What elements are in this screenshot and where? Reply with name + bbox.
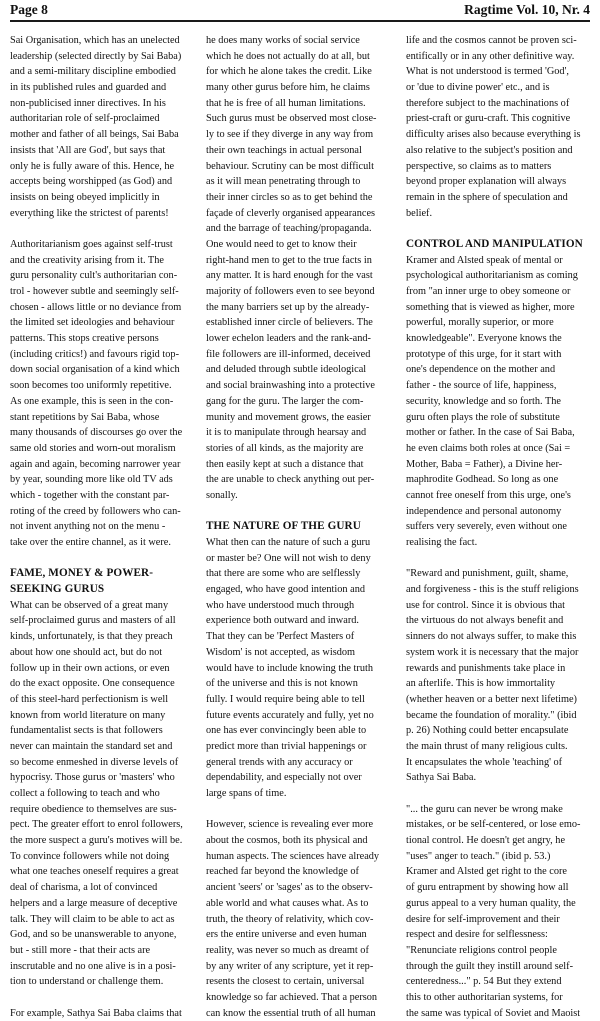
paragraph-spacer [10,221,197,237]
paragraph-spacer [406,786,593,802]
text-line: As one example, this is seen in the con- [10,395,174,407]
text-line: human aspects. The sciences have already [206,850,380,862]
text-line: remain in the sphere of speculation and [406,191,568,203]
page-header [10,2,590,22]
text-line: leadership (selected directly by Sai Baba) [10,50,182,62]
text-line: through the guilt they instill around self- [406,960,574,972]
paragraph [406,566,593,786]
text-line: and a semi-military discipline embodied [10,66,176,78]
text-line: became the foundation of morality." (ibid [406,709,577,721]
text-line: deal of charisma, a lot of convinced [10,882,158,894]
text-line: file followers are ill-informed, deceived [206,348,371,360]
text-line: any matter. It is hard enough for the vast [206,270,373,282]
paragraph-spacer [10,551,197,567]
text-line: which he does not actually do at all, but [206,50,370,62]
text-line: many thousands of discourses go over the [10,427,183,439]
text-line: "... the guru can never be wrong make [406,803,563,815]
text-line: gang for the guru. The larger the com- [206,395,364,407]
text-line: realising the fact. [406,537,478,548]
text-line: stories of all kinds, as the majority are [206,442,364,454]
text-line: therefore subject to the machinations of [406,97,570,109]
text-line: it is to manipulate through hearsay and [206,427,367,439]
text-line: trol - however subtle and seemingly self- [10,286,179,297]
text-line: behaviour. Scrutiny can be most difficult [206,160,374,172]
text-line: (whether heaven or a better next lifetime) [406,693,577,705]
text-line: For example, Sathya Sai Baba claims that [10,1007,182,1019]
text-line: the virtuous do not always benefit and [406,615,564,627]
text-line: who have understood much through [206,599,355,611]
text-line: ancient 'seers' or 'sages' as to the observ- [206,882,373,894]
text-line: that he is free of all human limitations. [206,97,366,109]
text-line: he even claims both roles at once (Sai = [406,442,571,454]
paragraph [406,253,593,551]
text-line: beyond proper explanation will always [406,176,567,188]
text-line: large spans of time. [206,788,287,799]
text-line: pect. The greater effort to enrol followers, [10,819,183,831]
text-line: Mother, Baba = Father), a Divine her- [406,458,563,470]
text-line: the more suspect a guru's motives will be. [10,835,183,847]
text-line: predict more than trivial happenings or [206,740,367,752]
text-line: ly to see if they diverge in any way from [206,129,374,141]
text-line: tional control. He doesn't get angry, he [406,835,566,847]
text-line: helpers and a large measure of deceptive [10,897,178,909]
paragraph [10,33,197,221]
text-line: centeredness..." p. 54 But they extend [406,976,562,988]
text-line: "uses" anger to teach." (ibid p. 53.) [406,850,551,862]
text-line: one's dependence on the mother and [406,364,556,376]
text-line: truth, the theory of relativity, which cov- [206,913,374,925]
text-line: knowledge so far achieved. That a person [206,991,378,1003]
text-line: insists on being obeyed implicitly in [10,191,160,203]
text-line: Kramer and Alsted get right to the core [406,866,567,878]
text-line: God, and so be unanswerable to anyone, [10,929,177,941]
text-line: Sai Organisation, which has an unelected [10,35,180,46]
text-line: suffers very severely, even without one [406,521,567,533]
text-line: which - together with the constant par- [10,489,170,501]
text-line: It encapsulates the whole 'teaching' of [406,756,563,768]
paragraph [206,33,393,504]
paragraph-spacer [406,551,593,567]
text-line: experience both outward and inward. [206,615,359,627]
text-line: authoritarian role of self-proclaimed [10,113,160,125]
text-line: this to other authoritarian systems, for [406,991,563,1003]
text-line: and forgiveness - this is the stuff religions [406,584,579,596]
text-line: father - the source of life, happiness, [406,380,557,392]
paragraph [10,598,197,990]
text-line: fully. I would require being able to tell [206,693,365,705]
text-line: he does many works of social service [206,35,360,46]
text-line: powerful, morally superior, or more [406,317,554,329]
text-line: respect and desire for selflessness: [406,929,548,941]
paragraph [406,33,593,221]
text-line: the same was typical of Soviet and Maoist [406,1007,581,1019]
text-line: knowledgeable". Everyone knows the [406,333,562,345]
text-line: for which he alone takes the credit. Like [206,66,372,78]
text-line: by any writer of any scripture, yet it rep- [206,960,374,972]
text-line: patterns. This stops creative persons [10,333,159,345]
text-line: require obedience to themselves are sus- [10,803,177,815]
text-line: entifically or in any other definitive way. [406,50,575,62]
text-line: maphrodite Godhead. So long as one [406,474,559,486]
text-line: resents the closest to certain, universal [206,976,365,988]
text-line: sinners do not always suffer, to make this [406,631,577,643]
paragraph-spacer [206,504,393,520]
text-line: and the barrage of teaching/propaganda. [206,223,372,235]
text-line: priest-craft or guru-craft. This cognitive [406,113,571,125]
text-line: only he is fully aware of this. Hence, he [10,160,175,172]
text-line: perspective, so claims as to matters [406,160,552,172]
text-line: insists that 'All are God', but says that [10,144,166,156]
section-heading [206,519,393,535]
text-line: mistakes, or be self-centered, or lose emo- [406,819,581,831]
text-line: would have to include knowing the truth [206,662,374,674]
text-line: many other gurus before him, he claims [206,82,370,94]
text-line: accepts being worshipped (as God) and [10,176,173,188]
text-line: general trends with any accuracy or [206,756,353,768]
text-line: lower echelon leaders and the rank-and- [206,333,371,345]
text-line: do the exact opposite. One consequence [10,678,175,690]
section-heading [10,566,197,597]
text-line: reached far beyond the knowledge of [206,866,359,878]
text-line: rewards and punishments take place in [406,662,566,674]
text-line: not invent anything not on the menu - [10,521,166,533]
text-line: the main thrust of many religious cults. [406,740,568,752]
text-line: kinds, unfortunately, is that they preach [10,631,173,643]
text-line: and social brainwashing into a protective [206,380,375,392]
text-line: of the universe and this is not known [206,678,358,690]
text-line: what one teaches oneself requires a great [10,866,179,878]
text-line: talk. They will claim to be able to act as [10,913,175,925]
paragraph-spacer [10,990,197,1006]
paragraph-spacer [206,802,393,818]
text-line: Authoritarianism goes against self-trust [10,238,173,250]
text-line: security, knowledge and so forth. The [406,395,561,407]
text-line: can know the essential truth of all human [206,1007,376,1019]
text-line: the are unable to check anything out per- [206,474,375,486]
text-line: roting of the creed by followers who can- [10,505,181,517]
text-line: façade of cleverly organised appearances [206,207,376,219]
text-line: Sathya Sai Baba. [406,772,477,784]
text-line: SEEKING GURUS [10,583,105,596]
column-1 [10,33,197,1021]
text-line: difficulty arises also because everything is [406,129,581,141]
text-line: about the cosmos, both its physical and [206,835,368,847]
text-line: That they can be 'Perfect Masters of [206,631,355,643]
text-line: What is not understood is termed 'God', [406,66,570,78]
text-line: To convince followers while not doing [10,850,170,862]
text-line: hypocrisy. Those gurus or 'masters' who [10,772,175,784]
text-line: soon becomes too uniformly repetitive. [10,380,172,392]
text-line: FAME, MONEY & POWER- [10,567,154,580]
text-line: stant repetitions by Sai Baba, whose [10,411,160,423]
text-line: an afterlife. This is how immortality [406,678,556,690]
text-line: What then can the nature of such a guru [206,537,371,548]
text-line: mother or father. In the case of Sai Baba, [406,427,575,439]
text-line: by year, sounding more like old TV ads [10,474,173,486]
text-line: known from world literature on many [10,709,166,721]
text-line: "Renunciate religions control people [406,944,557,956]
text-line: as it will mean penetrating through to [206,176,361,188]
text-line: again and again, becoming narrower year [10,458,181,470]
text-line: from "an inner urge to obey someone or [406,286,571,297]
text-line: take over the entire channel, as it were. [10,537,171,548]
text-line: system work it is necessary that the major [406,646,579,658]
text-line: never can maintain the standard set and [10,740,173,752]
text-line: self-proclaimed gurus and masters of all [10,615,176,627]
text-line: the many barriers set up by the already- [206,301,370,313]
text-line: (including critics!) and favours rigid top- [10,348,179,360]
text-line: so become enmeshed in diverse levels of [10,756,179,768]
text-line: psychological authoritarianism as coming [406,270,578,282]
text-line: p. 26) Nothing could better encapsulate [406,725,569,737]
text-line: in its published rules and guarded and [10,82,167,94]
text-line: sonally. [206,489,238,501]
text-line: one has ever convincingly been able to [206,725,367,737]
text-line: majority of followers even to see beyond [206,286,375,297]
text-line: able world and what causes what. As to [206,897,369,909]
text-line: inscrutable and no one alive is in a posi- [10,960,176,972]
text-line: follow up in their own actions, or even [10,662,170,674]
text-line: Such gurus must be observed most close- [206,113,377,125]
paragraph [206,817,393,1021]
publication-title: Ragtime Vol. 10, Nr. 4 [464,2,590,17]
text-line: guru often plays the role of substitute [406,411,560,423]
text-line: reality, was never so much as dreamt of [206,944,369,956]
paragraph [406,802,593,1021]
text-line: then easily kept at such a distance that [206,458,364,470]
text-line: and the creativity arising from it. The [10,254,164,266]
text-line: However, science is revealing ever more [206,819,374,831]
text-line: right-hand men to get to the true facts in [206,254,372,266]
text-line: CONTROL AND MANIPULATION [406,237,583,250]
text-line: of this steel-hard perfectionism is well [10,693,169,705]
text-line: gurus appeal to a very human quality, the [406,897,576,909]
text-line: same old stories and worn-out moralism [10,442,176,454]
text-line: "Reward and punishment, guilt, shame, [406,568,569,580]
text-line: mother and father of all beings, Sai Baba [10,129,179,141]
text-line: use for control. Since it is obvious that [406,599,566,611]
paragraph [206,535,393,802]
text-line: guru personality cult's authoritarian con- [10,270,178,282]
text-line: belief. [406,207,433,219]
text-line: Wisdom' is not accepted, as wisdom [206,646,356,658]
text-line: prototype of this urge, for it start with [406,348,562,360]
text-line: or 'due to divine power' etc., and is [406,82,550,94]
text-line: and deluded through subtle ideological [206,364,367,376]
text-line: future events accurately and fully, yet no [206,709,374,721]
text-line: non-publicised inner directives. In his [10,97,166,109]
text-line: but - still more - that their acts are [10,944,151,956]
paragraph [10,237,197,551]
text-line: that there are some who are selflessly [206,568,361,580]
text-line: cannot free oneself from this urge, one's [406,489,571,501]
text-line: ers the entire universe and even human [206,929,367,941]
text-line: something that is viewed as higher, more [406,301,575,313]
text-line: their own teachings in actual personal [206,144,362,156]
text-line: tion to understand or challenge them. [10,976,164,988]
text-line: collect a following to teach and who [10,788,160,799]
text-line: munity and movement grows, the easier [206,411,371,423]
page-number: Page 8 [10,2,48,17]
text-line: dependability, and especially not over [206,772,362,784]
text-line: the limited set ideologies and behaviour [10,317,175,329]
section-heading [406,237,593,253]
text-line: of guru entrapment by showing how all [406,882,569,894]
text-line: about how one should act, but do not [10,646,163,658]
text-line: their inner circles so as to get behind the [206,191,373,203]
text-line: One would need to get to know their [206,238,357,250]
text-line: or master be? One will not wish to deny [206,552,371,564]
text-line: chosen - allows little or no deviance from [10,301,182,313]
text-line: desire for self-improvement and their [406,913,560,925]
text-line: down social organisation of a kind which [10,364,180,376]
text-line: independence and personal autonomy [406,505,562,517]
column-3 [406,33,593,1021]
text-line: Kramer and Alsted speak of mental or [406,254,563,266]
text-line: established inner circle of believers. The [206,317,373,329]
paragraph [10,1006,197,1021]
text-line: THE NATURE OF THE GURU [206,520,361,533]
column-2 [206,33,393,1021]
text-line: engaged, who have good intention and [206,584,365,596]
text-line: also relative to the subject's position and [406,144,573,156]
text-line: What can be observed of a great many [10,599,169,611]
text-line: life and the cosmos cannot be proven sci- [406,35,577,46]
paragraph-spacer [406,221,593,237]
text-line: everything like the strictest of parents! [10,207,169,219]
text-line: fundamentalist sects is that followers [10,725,163,737]
